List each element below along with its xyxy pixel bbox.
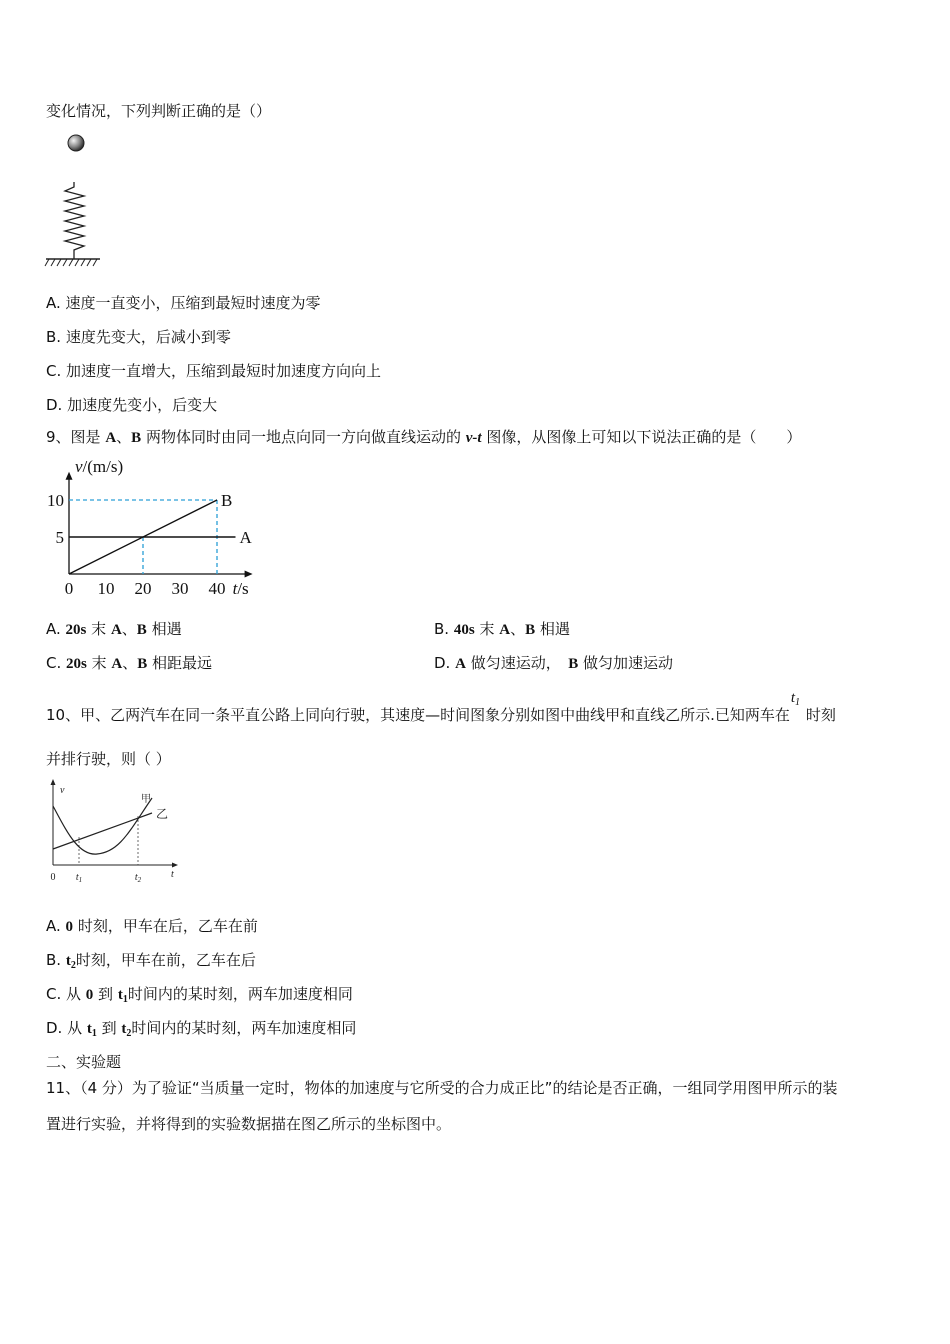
x-tick-label: 40 [208,579,226,598]
x-tick-label: 10 [97,579,115,598]
x-axis-label: t [171,869,174,880]
vt-chart-q9 [40,455,270,605]
q11-line2: 置进行实验，并将得到的实验数据描在图乙所示的坐标图中。 [46,1115,452,1133]
y-axis-arrow-icon [51,779,56,785]
x-tick-label: 0 [50,872,56,883]
q8-option-a: A. 速度一直变小，压缩到最短时速度为零 [46,294,321,312]
series-label-yi: 乙 [156,807,169,821]
y-tick-label: 5 [55,528,64,547]
q8-option-c: C. 加速度一直增大，压缩到最短时加速度方向向上 [46,362,382,380]
y-axis-label: v/(m/s) [75,457,124,476]
ground-hatch [45,259,97,266]
q10-option-d: D. 从 $t_1$ 到 $t_2$时间内的某时刻，两车加速度相同 [46,1019,357,1039]
x-tick-label: 0 [64,579,74,598]
q8-option-d: D. 加速度先变小，后变大 [46,396,218,414]
q10-stem-line1: 10、甲、乙两汽车在同一条平直公路上同向行驶，其速度—时间图象分别如图中曲线甲和直线乙所示.已知两车在 $t_1$ 时刻 [46,690,836,724]
q10-option-b: B. $t_2$时刻，甲车在前，乙车在后 [46,951,256,971]
series-label-jia: 甲 [141,794,151,805]
x-tick-label: 20 [134,579,152,598]
q9-option-c: C. 20s 末 A、B 相距最远 [46,654,213,672]
q10-option-c: C. 从 0 到 $t_1$时间内的某时刻，两车加速度相同 [46,985,353,1005]
q8-intro: 变化情况，下列判断正确的是（） [46,102,272,120]
series-curve-jia [53,798,152,854]
q9-option-b: B. 40s 末 A、B 相遇 [434,620,570,638]
q9-option-a: A. 20s 末 A、B 相遇 [46,620,182,638]
series-label-a: A [239,528,252,547]
x-tick-label: $t_1$ [75,872,83,884]
section-heading-experiment: 二、实验题 [46,1053,122,1071]
x-axis-arrow-icon [245,571,253,578]
y-axis-arrow-icon [66,472,73,480]
ball-icon [68,135,84,151]
x-axis-label: t/s [232,579,249,598]
series-label-b: B [221,491,233,510]
q11-line1: 11、（4 分）为了验证“当质量一定时，物体的加速度与它所受的合力成正比”的结论是否正确，一组同学用图甲所示的装 [46,1079,838,1097]
x-tick-label: $t_2$ [134,872,142,884]
q10-stem-line2: 并排行驶，则（ ） [46,750,171,768]
vt-chart-q10 [42,778,192,893]
series-line-yi [53,813,152,849]
q9-stem: 9、图是 A、B 两物体同时由同一地点向同一方向做直线运动的 v-t 图像，从图像上可知以下说法正确的是（ ） [46,428,802,446]
q9-option-d: D. A 做匀速运动， B 做匀加速运动 [434,654,674,672]
q10-t1-symbol: $t_1$ [790,690,801,708]
q10-option-a: A. 0 时刻，甲车在后，乙车在前 [46,917,258,935]
y-axis-label: v [60,785,65,796]
spring-icon [65,182,84,259]
x-axis-arrow-icon [172,863,178,868]
q8-option-b: B. 速度先变大，后减小到零 [46,328,231,346]
ball-spring-figure [44,130,108,270]
y-tick-label: 10 [47,491,64,510]
x-tick-label: 30 [171,579,189,598]
